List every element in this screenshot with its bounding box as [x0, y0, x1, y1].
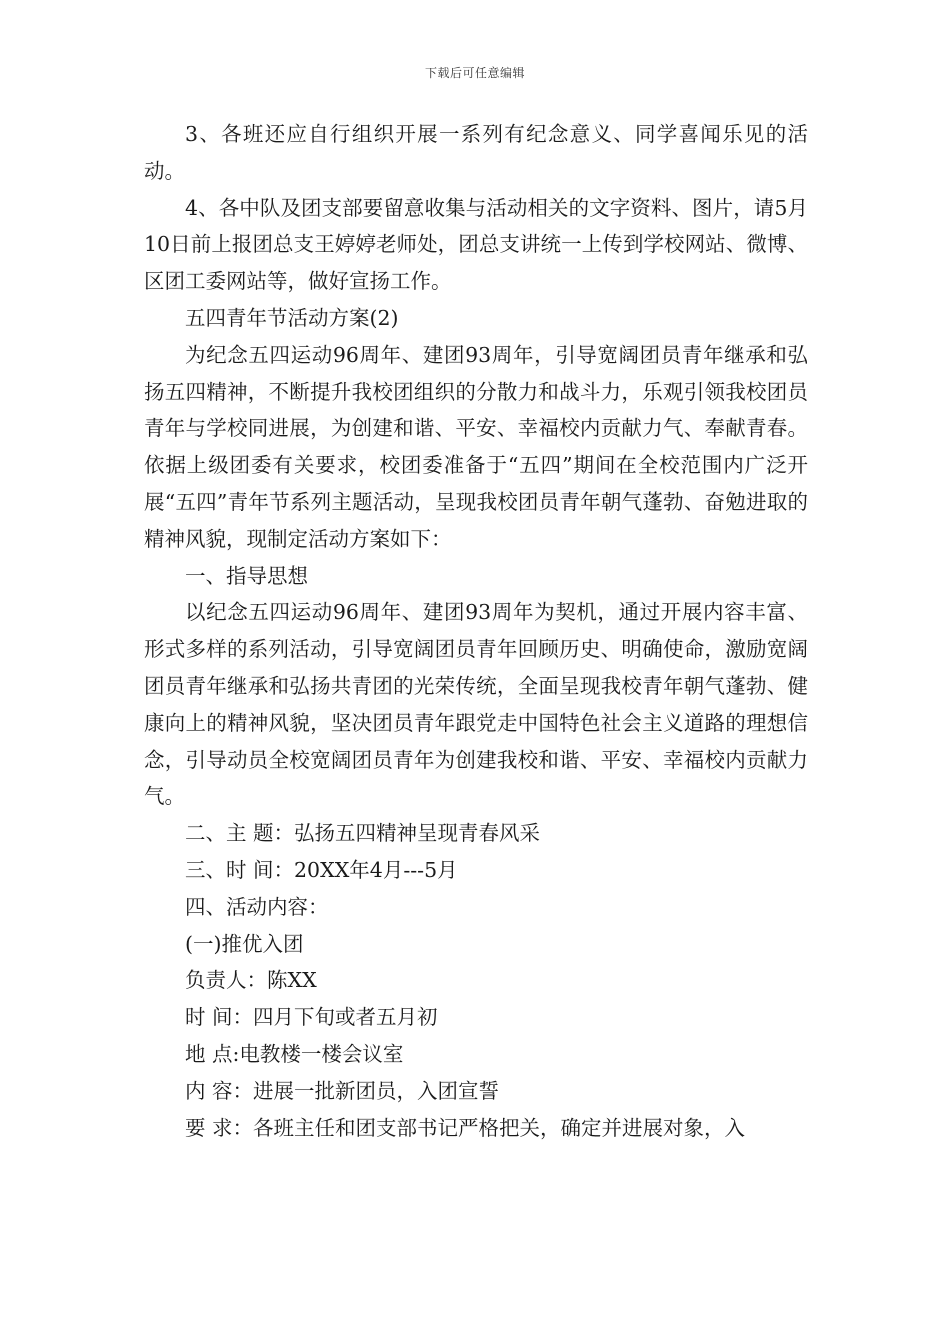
section-time: 三、时 间：20XX年4月---5月 — [185, 857, 458, 882]
plan-title: 五四青年节活动方案(2) — [185, 305, 399, 330]
activity-1-time: 时 间：四月下旬或者五月初 — [185, 1005, 438, 1030]
section-guiding-ideology-body: 以纪念五四运动96周年、建团93周年为契机，通过开展内容丰富、形式多样的系列活动，引导宽阔团员青年回顾历史、明确使命，激励宽阔团员青年继承和弘扬共青团的光荣传统，全面呈现我校青年朝气蓬勃、健康向上的精神风貌，坚决团员青年跟党走中国特色社会主义道路的理想信念，引导动员全校宽阔团员青年为创建我校和谐、平安、幸福校内贡献力气。 — [144, 600, 808, 809]
paragraph-item-3: 3、各班还应自行组织开展一系列有纪念意义、同学喜闻乐见的活动。 — [144, 122, 808, 183]
activity-1-title: (一)推优入团 — [185, 931, 304, 956]
page-header: 下载后可任意编辑 — [424, 66, 525, 80]
activity-1-requirement: 要 求：各班主任和团支部书记严格把关，确定并进展对象，入 — [185, 1115, 746, 1140]
section-activities-title: 四、活动内容： — [185, 894, 329, 919]
paragraph-item-4: 4、各中队及团支部要留意收集与活动相关的文字资料、图片，请5月10日前上报团总支王婷婷老师处，团总支讲统一上传到学校网站、微博、区团工委网站等，做好宣扬工作。 — [144, 195, 808, 294]
activity-1-content: 内 容：进展一批新团员，入团宣誓 — [185, 1078, 500, 1103]
activity-1-owner: 负责人：陈XX — [185, 968, 317, 993]
activity-1-place: 地 点:电教楼一楼会议室 — [185, 1041, 404, 1066]
section-guiding-ideology-title: 一、指导思想 — [185, 563, 308, 588]
section-theme: 二、主 题：弘扬五四精神呈现青春风采 — [185, 821, 541, 846]
intro-paragraph: 为纪念五四运动96周年、建团93周年，引导宽阔团员青年继承和弘扬五四精神，不断提升我校团组织的分散力和战斗力，乐观引领我校团员青年与学校同进展，为创建和谐、平安、幸福校内贡献力气、奉献青春。依据上级团委有关要求，校团委准备于“五四”期间在全校范围内广泛开展“五四”青年节系列主题活动，呈现我校团员青年朝气蓬勃、奋勉进取的精神风貌，现制定活动方案如下： — [144, 342, 808, 551]
document-body — [144, 116, 808, 1146]
